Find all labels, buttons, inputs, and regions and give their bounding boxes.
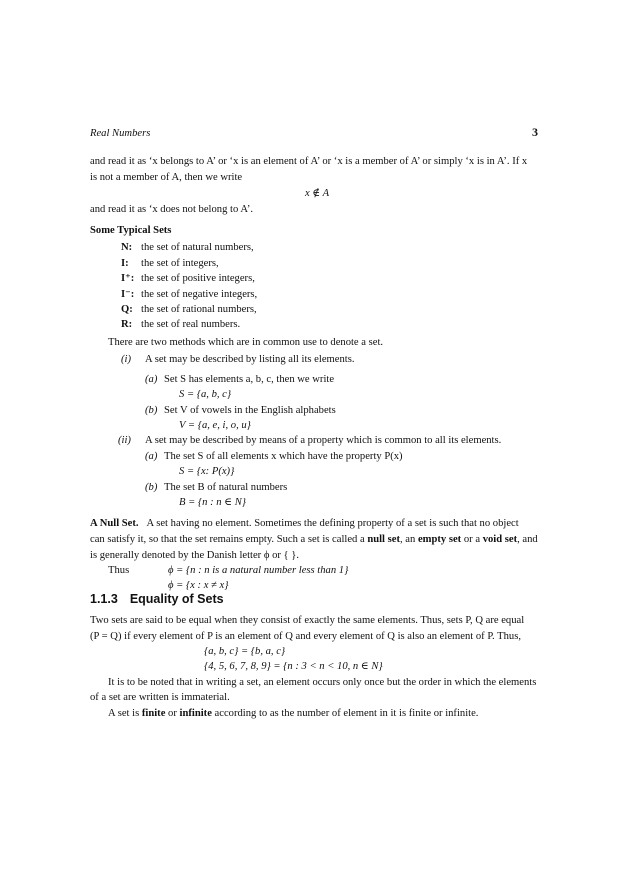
item-text: A set may be described by listing all its elements. <box>145 354 355 365</box>
paragraph-line: It is to be noted that in writing a set, an element occurs only once but the order in which the elements <box>108 677 537 688</box>
null-set-line3: is generally denoted by the Danish letter ϕ or { }. <box>90 550 300 561</box>
item-text: A set may be described by means of a property which is common to all its elements. <box>145 435 502 446</box>
item-label: (ii) <box>118 435 131 446</box>
paragraph-line: is not a member of A, then we write <box>90 172 243 183</box>
formula: B = {n : n ∈ N} <box>179 497 247 508</box>
formula: ϕ = {x : x ≠ x} <box>168 580 229 591</box>
formula: {4, 5, 6, 7, 8, 9} = {n : 3 < n < 10, n ∈ N} <box>204 661 383 672</box>
set-symbol: I⁺: <box>121 273 135 284</box>
null-set-line1 <box>90 517 519 530</box>
item-label: (b) <box>145 482 158 493</box>
formula: ϕ = {n : n is a natural number less than 1} <box>168 565 349 576</box>
set-symbol: N: <box>121 242 133 253</box>
section-heading <box>90 592 236 606</box>
item-label: (b) <box>145 405 158 416</box>
term-void-set: void set <box>482 534 518 545</box>
item-text: Set V of vowels in the English alphabets <box>164 405 336 416</box>
term-finite: finite <box>141 708 166 719</box>
term-null-set: null set <box>367 534 400 545</box>
paragraph-line: Two sets are said to be equal when they consist of exactly the same elements. Thus, sets P, Q are equal <box>90 615 525 626</box>
section-title: Equality of Sets <box>129 592 224 606</box>
text-span: , and <box>517 534 538 545</box>
set-description: the set of positive integers, <box>141 273 255 284</box>
text-span: , an <box>400 534 418 545</box>
set-description: the set of real numbers. <box>141 319 241 330</box>
term-empty-set: empty set <box>417 534 462 545</box>
null-set-title: A Null Set. <box>90 518 139 529</box>
set-symbol: Q: <box>121 304 133 315</box>
paragraph-line: and read it as ‘x does not belong to A’. <box>90 204 253 215</box>
term-infinite: infinite <box>179 708 212 719</box>
item-label: (i) <box>121 354 131 365</box>
formula: V = {a, e, i, o, u} <box>179 420 251 431</box>
set-symbol: I: <box>121 258 129 269</box>
text-span: A set having no element. Sometimes the defining property of a set is such that no object <box>146 518 519 529</box>
formula-not-in: x ∉ A <box>305 188 330 199</box>
running-header: Real Numbers <box>90 128 151 139</box>
paragraph-line: of a set are written is immaterial. <box>90 692 230 703</box>
set-symbol: R: <box>121 319 133 330</box>
typical-sets-heading: Some Typical Sets <box>90 225 172 236</box>
page-number: 3 <box>532 125 538 139</box>
text-span: or a <box>461 534 483 545</box>
item-text: The set B of natural numbers <box>164 482 288 493</box>
methods-intro: There are two methods which are in common use to denote a set. <box>108 337 384 348</box>
text-span: or <box>165 708 180 719</box>
formula: S = {a, b, c} <box>179 389 232 400</box>
set-symbol: I⁻: <box>121 289 135 300</box>
formula: {a, b, c} = {b, a, c} <box>204 646 286 657</box>
item-text: The set S of all elements x which have the property P(x) <box>164 451 403 462</box>
section-number: 1.1.3 <box>90 592 118 606</box>
thus-label: Thus <box>108 565 130 576</box>
text-span: according to as the number of element in it is finite or infinite. <box>211 708 479 719</box>
item-text: Set S has elements a, b, c, then we write <box>164 374 335 385</box>
set-description: the set of natural numbers, <box>141 242 254 253</box>
item-label: (a) <box>145 451 158 462</box>
finite-line <box>108 707 478 720</box>
paragraph-line: (P = Q) if every element of P is an element of Q and every element of Q is also an element of P. Thus, <box>90 631 521 642</box>
formula: S = {x: P(x)} <box>179 466 235 477</box>
null-set-line2 <box>90 533 538 546</box>
paragraph-line: and read it as ‘x belongs to A’ or ‘x is an element of A’ or ‘x is a member of A’ or simply ‘x is in A’. If x <box>90 156 528 167</box>
set-description: the set of negative integers, <box>141 289 258 300</box>
item-label: (a) <box>145 374 158 385</box>
text-span: A set is <box>108 708 142 719</box>
text-span: can satisfy it, so that the set remains empty. Such a set is called a <box>90 534 368 545</box>
set-description: the set of integers, <box>141 258 219 269</box>
set-description: the set of rational numbers, <box>141 304 257 315</box>
